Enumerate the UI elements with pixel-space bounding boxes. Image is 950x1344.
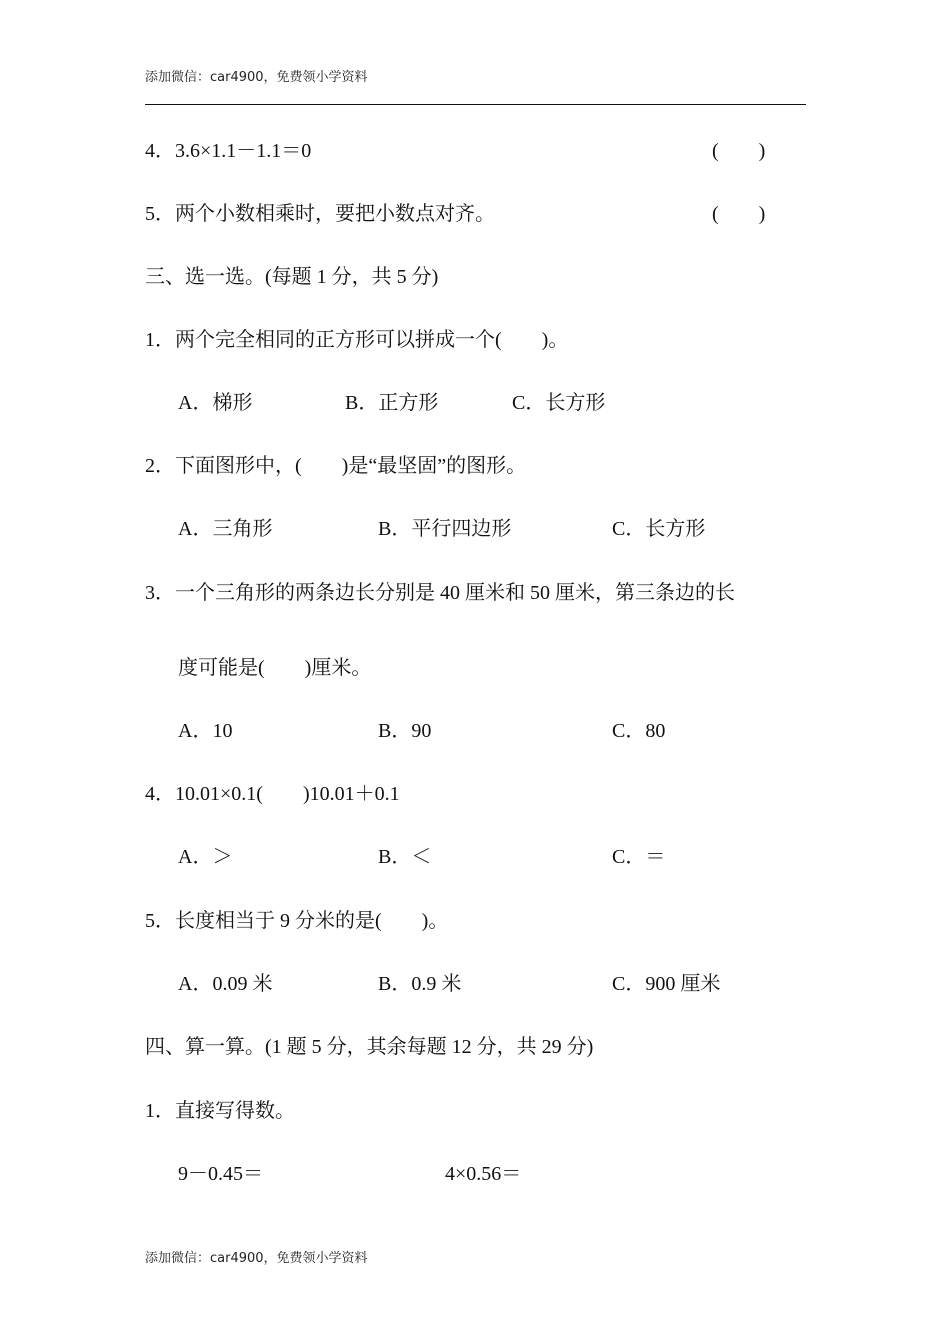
item-text: 下面图形中，( )是“最坚固”的图形。 — [175, 455, 527, 477]
option-b: B．＜ — [378, 846, 432, 868]
item-number: 4． — [145, 783, 175, 805]
question-1 — [145, 328, 568, 352]
option-c: C．80 — [612, 720, 666, 742]
item-number: 5． — [145, 203, 175, 225]
option-c: C．长方形 — [612, 518, 706, 540]
header-divider — [145, 104, 806, 105]
item-text: 直接写得数。 — [175, 1100, 295, 1122]
item-text: 一个三角形的两条边长分别是 40 厘米和 50 厘米，第三条边的长 — [175, 582, 735, 604]
item-text: 两个完全相同的正方形可以拼成一个( )。 — [175, 329, 569, 351]
judge-item-5 — [145, 202, 495, 226]
answer-paren: ( ) — [712, 140, 766, 162]
calc-question-1 — [145, 1099, 295, 1123]
item-number: 3． — [145, 582, 175, 604]
item-text: 两个小数相乘时，要把小数点对齐。 — [175, 203, 495, 225]
section-title: 三、选一选。(每题 1 分，共 5 分) — [145, 266, 439, 288]
item-text: 10.01×0.1( )10.01＋0.1 — [175, 783, 400, 805]
question-3 — [145, 581, 735, 605]
item-number: 1． — [145, 329, 175, 351]
option-b: B．0.9 米 — [378, 973, 462, 995]
option-c: C．＝ — [612, 846, 666, 868]
question-4 — [145, 782, 400, 806]
section-title: 四、算一算。(1 题 5 分，其余每题 12 分，共 29 分) — [145, 1036, 594, 1058]
item-number: 1． — [145, 1100, 175, 1122]
calc-expression: 4×0.56＝ — [445, 1163, 522, 1185]
question-3-continued: 度可能是( )厘米。 — [178, 657, 372, 679]
judge-item-4 — [145, 139, 311, 163]
item-number: 2． — [145, 455, 175, 477]
option-b: B．正方形 — [345, 392, 439, 414]
item-number: 5． — [145, 910, 175, 932]
option-a: A．0.09 米 — [178, 973, 273, 995]
option-a: A．梯形 — [178, 392, 253, 414]
item-text: 3.6×1.1－1.1＝0 — [175, 140, 312, 162]
option-c: C．长方形 — [512, 392, 606, 414]
calc-expression: 9－0.45＝ — [178, 1163, 263, 1185]
option-b: B．90 — [378, 720, 432, 742]
question-2 — [145, 454, 526, 478]
header-note: 添加微信：car4900，免费领小学资料 — [145, 70, 368, 85]
option-a: A．三角形 — [178, 518, 273, 540]
footer-note: 添加微信：car4900，免费领小学资料 — [145, 1251, 368, 1266]
option-a: A．＞ — [178, 846, 233, 868]
item-text: 长度相当于 9 分米的是( )。 — [175, 910, 449, 932]
option-b: B．平行四边形 — [378, 518, 512, 540]
answer-paren: ( ) — [712, 203, 766, 225]
question-5 — [145, 909, 448, 933]
item-number: 4． — [145, 140, 175, 162]
option-a: A．10 — [178, 720, 233, 742]
option-c: C．900 厘米 — [612, 973, 721, 995]
